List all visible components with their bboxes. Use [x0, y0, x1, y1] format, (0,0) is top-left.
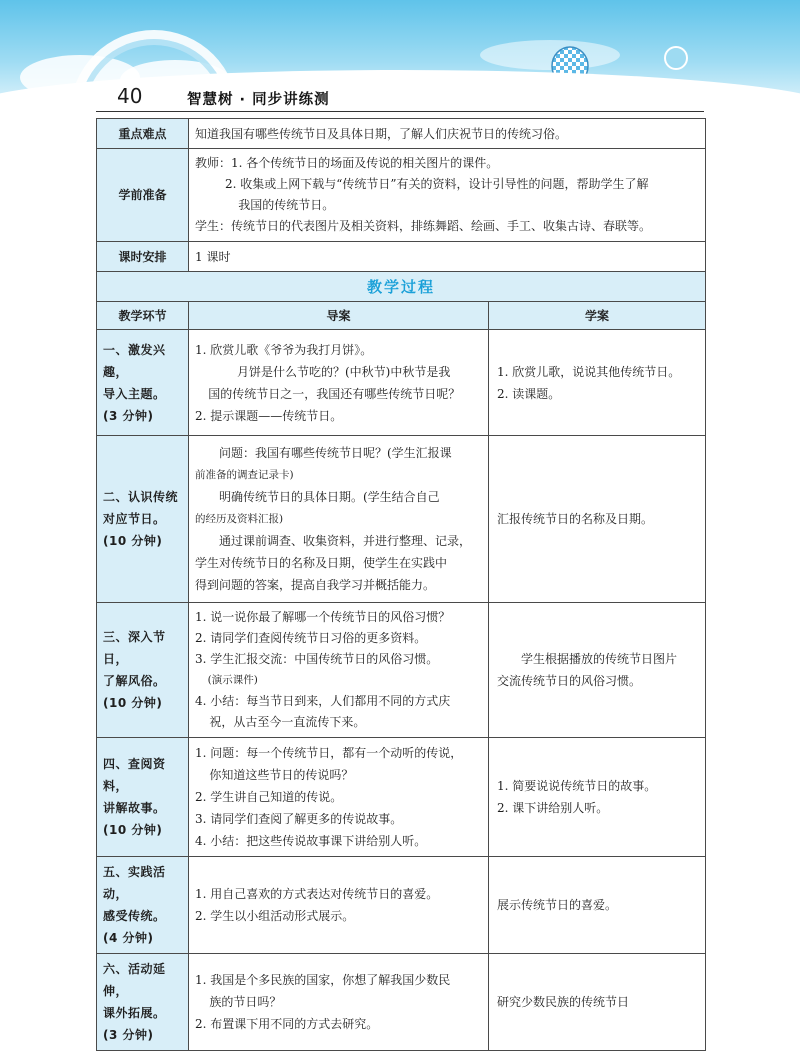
stage-cell [97, 857, 189, 954]
column-header-stage: 教学环节 [97, 302, 189, 330]
study-cell [489, 436, 706, 603]
table-row [97, 330, 706, 436]
stage-line: 二、认识传统 [103, 490, 179, 504]
page-header [0, 0, 800, 112]
guide-line: 前准备的调查记录卡) [195, 469, 294, 481]
sun-illustration [664, 46, 688, 70]
study-line: 交流传统节日的风俗习惯。 [497, 674, 642, 688]
stage-line: 讲解故事。 [103, 801, 166, 815]
guide-line: 祝，从古至今一直流传下来。 [209, 715, 366, 729]
guide-line: 2. 布置课下用不同的方式去研究。 [195, 1017, 379, 1031]
guide-line: 通过课前调查、收集资料，并进行整理、记录， [219, 534, 472, 548]
schedule-label: 课时安排 [97, 242, 189, 272]
stage-line: 一、激发兴趣， [103, 342, 166, 379]
key-points-text: 知道我国有哪些传统节日及具体日期，了解人们庆祝节日的传统习俗。 [189, 119, 706, 149]
guide-cell [189, 857, 489, 954]
guide-line: 3. 学生汇报交流：中国传统节日的风俗习惯。 [195, 652, 439, 666]
stage-line: (4 分钟) [103, 931, 154, 945]
process-title-row [97, 272, 706, 302]
stage-line: 课外拓展。 [103, 1006, 166, 1020]
page-number: 40 [117, 84, 143, 108]
guide-line: 1. 欣赏儿歌《爷爷为我打月饼》。 [195, 342, 373, 357]
column-header-row [97, 302, 706, 330]
stage-line: 感受传统。 [103, 909, 166, 923]
prep-line: 教师：1. 各个传统节日的场面及传说的相关图片的课件。 [195, 156, 499, 170]
guide-line: 学生对传统节日的名称及日期，使学生在实践中 [195, 556, 448, 570]
study-line: 2. 课下讲给别人听。 [497, 801, 609, 815]
stage-cell [97, 436, 189, 603]
key-points-label: 重点难点 [97, 119, 189, 149]
guide-line: 国的传统节日之一，我国还有哪些传统节日呢？ [208, 386, 461, 401]
table-row [97, 954, 706, 1051]
guide-line: 4. 小结：每当节日到来，人们都用不同的方式庆 [195, 694, 451, 708]
guide-line: 2. 学生以小组活动形式展示。 [195, 909, 355, 923]
study-cell [489, 857, 706, 954]
study-cell [489, 603, 706, 738]
prep-label: 学前准备 [97, 149, 189, 242]
prep-line: 我国的传统节日。 [238, 198, 335, 212]
stage-line: 三、深入节日， [103, 630, 166, 666]
study-line: 1. 欣赏儿歌，说说其他传统节日。 [497, 364, 681, 379]
guide-line: 1. 我国是个多民族的国家，你想了解我国少数民 [195, 973, 451, 987]
study-line: 汇报传统节日的名称及日期。 [497, 512, 654, 526]
guide-line: 你知道这些节日的传说吗？ [209, 768, 354, 782]
guide-line: 1. 说一说你最了解哪一个传统节日的风俗习惯？ [195, 610, 451, 624]
guide-line: 2. 学生讲自己知道的传说。 [195, 790, 343, 804]
guide-line: 4. 小结：把这些传说故事课下讲给别人听。 [195, 834, 427, 848]
prep-row [97, 149, 706, 242]
study-line: 2. 读课题。 [497, 386, 561, 401]
stage-cell [97, 603, 189, 738]
stage-line: 五、实践活动， [103, 865, 166, 901]
schedule-row [97, 242, 706, 272]
guide-cell [189, 330, 489, 436]
prep-text [189, 149, 706, 242]
guide-cell [189, 436, 489, 603]
study-line: 1. 简要说说传统节日的故事。 [497, 779, 657, 793]
study-line: 学生根据播放的传统节日图片 [521, 652, 678, 666]
guide-line: 问题：我国有哪些传统节日呢？(学生汇报课 [219, 446, 452, 460]
stage-cell [97, 738, 189, 857]
stage-line: 对应节日。 [103, 512, 166, 526]
stage-line: (3 分钟) [103, 1028, 154, 1042]
book-title: 智慧树 · 同步讲练测 [187, 92, 330, 108]
column-header-guide: 导案 [189, 302, 489, 330]
table-row [97, 603, 706, 738]
key-points-row [97, 119, 706, 149]
lesson-plan-table [96, 118, 706, 1051]
stage-line: (10 分钟) [103, 534, 163, 548]
study-cell [489, 330, 706, 436]
guide-line: 2. 提示课题——传统节日。 [195, 408, 343, 423]
stage-line: 导入主题。 [103, 386, 166, 401]
guide-line: (演示课件) [207, 674, 258, 686]
study-cell [489, 738, 706, 857]
stage-line: (3 分钟) [103, 408, 154, 423]
guide-line: 1. 问题：每一个传统节日，都有一个动听的传说， [195, 746, 463, 760]
guide-line: 月饼是什么节吃的？(中秋节)中秋节是我 [237, 364, 451, 379]
table-row [97, 738, 706, 857]
schedule-text: 1 课时 [189, 242, 706, 272]
stage-line: 了解风俗。 [103, 674, 166, 688]
header-rule [96, 111, 704, 112]
stage-line: 四、查阅资料， [103, 757, 166, 793]
prep-line: 2. 收集或上网下载与“传统节日”有关的资料，设计引导性的问题，帮助学生了解 [225, 177, 649, 191]
guide-line: 的经历及资料汇报) [195, 513, 284, 525]
study-line: 研究少数民族的传统节日 [497, 995, 630, 1009]
guide-line: 族的节日吗？ [209, 995, 282, 1009]
guide-line: 得到问题的答案，提高自我学习并概括能力。 [195, 578, 436, 592]
guide-cell [189, 603, 489, 738]
guide-cell [189, 954, 489, 1051]
stage-cell [97, 954, 189, 1051]
prep-line: 学生：传统节日的代表图片及相关资料，排练舞蹈、绘画、手工、收集古诗、春联等。 [195, 219, 652, 233]
stage-line: (10 分钟) [103, 696, 163, 710]
study-line: 展示传统节日的喜爱。 [497, 898, 618, 912]
guide-line: 2. 请同学们查阅传统节日习俗的更多资料。 [195, 631, 427, 645]
process-title: 教学过程 [97, 272, 706, 302]
stage-line: (10 分钟) [103, 823, 163, 837]
guide-line: 3. 请同学们查阅了解更多的传说故事。 [195, 812, 403, 826]
stage-cell [97, 330, 189, 436]
table-row [97, 436, 706, 603]
table-row [97, 857, 706, 954]
column-header-study: 学案 [489, 302, 706, 330]
study-cell [489, 954, 706, 1051]
guide-cell [189, 738, 489, 857]
guide-line: 1. 用自己喜欢的方式表达对传统节日的喜爱。 [195, 887, 439, 901]
stage-line: 六、活动延伸， [103, 962, 166, 998]
guide-line: 明确传统节日的具体日期。(学生结合自己 [219, 490, 440, 504]
